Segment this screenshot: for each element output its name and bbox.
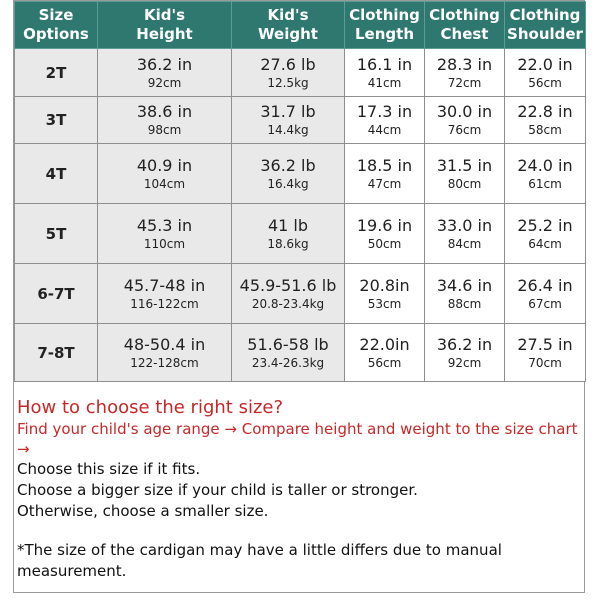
size-chart-table bbox=[14, 1, 586, 382]
header-kids-height: Kid's Height bbox=[98, 2, 232, 49]
table-row bbox=[15, 49, 586, 97]
header-clothing-shoulder: Clothing Shoulder bbox=[505, 2, 586, 49]
height-cell: 40.9 in 104cm bbox=[98, 144, 232, 204]
chest-cell: 33.0 in 84cm bbox=[425, 204, 505, 264]
height-cell: 48-50.4 in 122-128cm bbox=[98, 324, 232, 382]
length-cell: 19.6 in 50cm bbox=[345, 204, 425, 264]
length-cell: 16.1 in 41cm bbox=[345, 49, 425, 97]
weight-cell: 45.9-51.6 lb 20.8-23.4kg bbox=[232, 264, 345, 324]
chest-cell: 31.5 in 80cm bbox=[425, 144, 505, 204]
shoulder-cell: 25.2 in 64cm bbox=[505, 204, 586, 264]
bigger-size-instruction: Choose a bigger size if your child is taller or stronger. bbox=[17, 481, 418, 499]
header-clothing-chest: Clothing Chest bbox=[425, 2, 505, 49]
size-guide-steps: Find your child's age range → Compare height and weight to the size chart → bbox=[17, 420, 578, 458]
shoulder-cell: 22.8 in 58cm bbox=[505, 97, 586, 144]
weight-cell: 36.2 lb 16.4kg bbox=[232, 144, 345, 204]
shoulder-cell: 26.4 in 67cm bbox=[505, 264, 586, 324]
size-guide-notes bbox=[17, 397, 587, 582]
table-row bbox=[15, 97, 586, 144]
height-cell: 38.6 in 98cm bbox=[98, 97, 232, 144]
height-cell: 45.7-48 in 116-122cm bbox=[98, 264, 232, 324]
header-size-options: Size Options bbox=[15, 2, 98, 49]
chest-cell: 30.0 in 76cm bbox=[425, 97, 505, 144]
length-cell: 17.3 in 44cm bbox=[345, 97, 425, 144]
size-cell: 2T bbox=[15, 49, 98, 97]
size-cell: 6-7T bbox=[15, 264, 98, 324]
shoulder-cell: 22.0 in 56cm bbox=[505, 49, 586, 97]
length-cell: 22.0in 56cm bbox=[345, 324, 425, 382]
size-cell: 3T bbox=[15, 97, 98, 144]
size-cell: 4T bbox=[15, 144, 98, 204]
fit-instruction: Choose this size if it fits. bbox=[17, 460, 201, 478]
header-clothing-length: Clothing Length bbox=[345, 2, 425, 49]
weight-cell: 51.6-58 lb 23.4-26.3kg bbox=[232, 324, 345, 382]
length-cell: 20.8in 53cm bbox=[345, 264, 425, 324]
chest-cell: 34.6 in 88cm bbox=[425, 264, 505, 324]
shoulder-cell: 24.0 in 61cm bbox=[505, 144, 586, 204]
chest-cell: 28.3 in 72cm bbox=[425, 49, 505, 97]
size-cell: 5T bbox=[15, 204, 98, 264]
header-row bbox=[15, 2, 586, 49]
size-guide-heading: How to choose the right size? bbox=[17, 397, 284, 418]
table-row bbox=[15, 324, 586, 382]
size-cell: 7-8T bbox=[15, 324, 98, 382]
weight-cell: 31.7 lb 14.4kg bbox=[232, 97, 345, 144]
chest-cell: 36.2 in 92cm bbox=[425, 324, 505, 382]
disclaimer-line-2: measurement. bbox=[17, 562, 127, 580]
height-cell: 36.2 in 92cm bbox=[98, 49, 232, 97]
table-row bbox=[15, 144, 586, 204]
disclaimer-line-1: *The size of the cardigan may have a little differs due to manual bbox=[17, 541, 502, 559]
table-row bbox=[15, 264, 586, 324]
weight-cell: 41 lb 18.6kg bbox=[232, 204, 345, 264]
weight-cell: 27.6 lb 12.5kg bbox=[232, 49, 345, 97]
smaller-size-instruction: Otherwise, choose a smaller size. bbox=[17, 502, 269, 520]
height-cell: 45.3 in 110cm bbox=[98, 204, 232, 264]
header-kids-weight: Kid's Weight bbox=[232, 2, 345, 49]
shoulder-cell: 27.5 in 70cm bbox=[505, 324, 586, 382]
table-row bbox=[15, 204, 586, 264]
length-cell: 18.5 in 47cm bbox=[345, 144, 425, 204]
